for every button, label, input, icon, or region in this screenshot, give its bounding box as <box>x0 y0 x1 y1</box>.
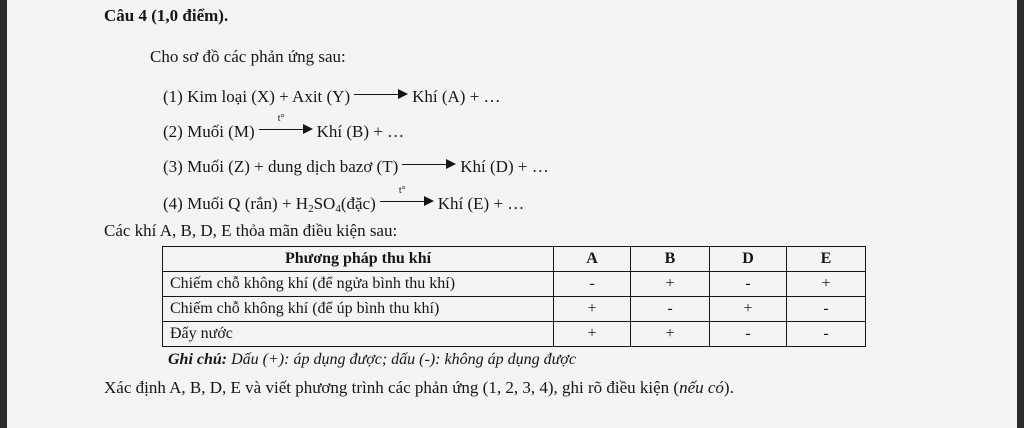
arrow-icon <box>354 85 408 102</box>
mark-cell: + <box>787 272 866 297</box>
heat-arrow-icon <box>259 113 313 137</box>
table-note <box>168 351 576 369</box>
reaction-3-right: Khí (D) + … <box>460 157 549 176</box>
reaction-2 <box>163 113 405 142</box>
right-border <box>1017 0 1024 428</box>
method-cell: Chiếm chỗ không khí (để úp bình thu khí) <box>163 297 554 322</box>
arrow-icon <box>402 155 456 172</box>
mark-cell: + <box>631 272 710 297</box>
reaction-3 <box>163 155 549 177</box>
table-row <box>163 322 866 347</box>
mark-cell: - <box>787 322 866 347</box>
reaction-1 <box>163 85 501 107</box>
reaction-3-left: (3) Muối (Z) + dung dịch bazơ (T) <box>163 157 399 176</box>
intro-text: Cho sơ đồ các phản ứng sau: <box>150 47 346 66</box>
mark-cell: + <box>710 297 787 322</box>
heat-condition: t° <box>398 185 406 196</box>
reaction-4-left: (4) Muối Q (rắn) + $H_2SO_4(đặc)$ <box>163 194 376 215</box>
mark-cell: - <box>710 322 787 347</box>
mark-cell: + <box>554 297 631 322</box>
reaction-1-left: (1) Kim loại (X) + Axit (Y) <box>163 87 351 106</box>
header-b: B <box>631 247 710 272</box>
reaction-1-right: Khí (A) + … <box>412 87 501 106</box>
mark-cell: - <box>710 272 787 297</box>
heat-condition: t° <box>277 113 285 124</box>
mark-cell: + <box>554 322 631 347</box>
header-e: E <box>787 247 866 272</box>
mark-cell: + <box>631 322 710 347</box>
table-header-row <box>163 247 866 272</box>
header-method: Phương pháp thu khí <box>163 247 554 272</box>
note-text: Dấu (+): áp dụng được; dấu (-): không áp dụng được <box>227 351 576 368</box>
header-a: A <box>554 247 631 272</box>
mark-cell: - <box>554 272 631 297</box>
mark-cell: - <box>631 297 710 322</box>
heat-arrow-icon <box>380 185 434 209</box>
reaction-4 <box>163 185 525 215</box>
table-row <box>163 272 866 297</box>
method-cell: Đẩy nước <box>163 322 554 347</box>
method-cell: Chiếm chỗ không khí (để ngửa bình thu khí) <box>163 272 554 297</box>
left-border <box>0 0 7 428</box>
question-heading: Câu 4 (1,0 điểm). <box>104 6 229 25</box>
table-row <box>163 297 866 322</box>
header-d: D <box>710 247 787 272</box>
reaction-2-left: (2) Muối (M) <box>163 122 255 141</box>
mark-cell: - <box>787 297 866 322</box>
reaction-2-right: Khí (B) + … <box>316 122 405 141</box>
gas-collection-table <box>162 246 866 347</box>
task-text: Xác định A, B, D, E và viết phương trình các phản ứng (1, 2, 3, 4), ghi rõ điều kiện (nếu có). <box>104 378 734 397</box>
reaction-4-right: Khí (E) + … <box>437 194 525 213</box>
conditions-text: Các khí A, B, D, E thỏa mãn điều kiện sau: <box>104 221 398 240</box>
note-label: Ghi chú: <box>168 351 228 368</box>
